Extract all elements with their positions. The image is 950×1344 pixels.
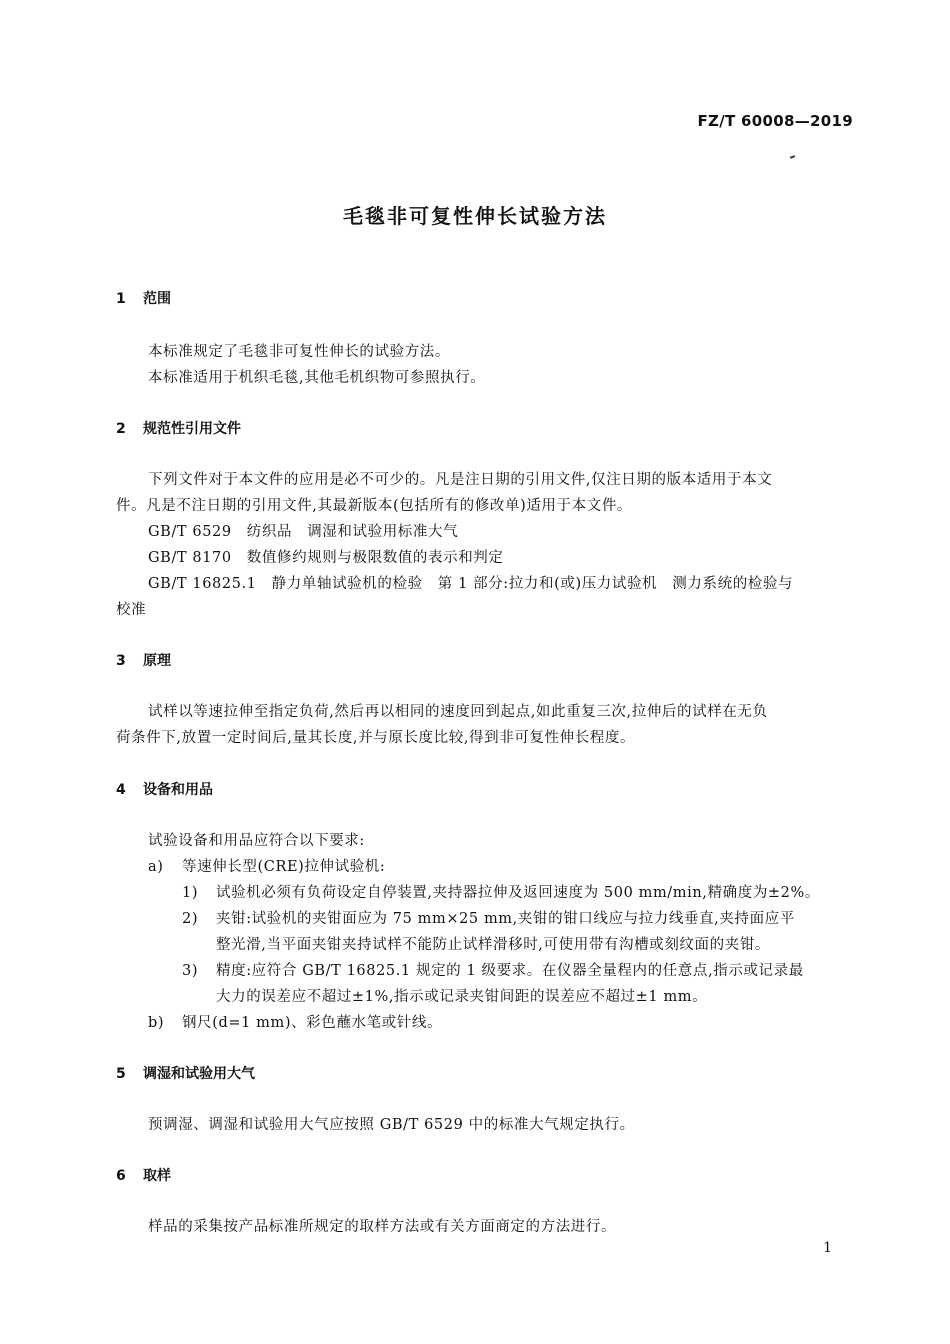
section-5-paragraph: 预调湿、调湿和试验用大气应按照 GB/T 6529 中的标准大气规定执行。 (148, 1117, 635, 1133)
section-title: 调湿和试验用大气 (143, 1066, 255, 1082)
list-marker: 3) (182, 963, 199, 979)
section-3-line-2: 荷条件下,放置一定时间后,量其长度,并与原长度比较,得到非可复性伸长程度。 (116, 730, 636, 746)
list-text: 钢尺(d=1 mm)、彩色蘸水笔或针线。 (182, 1015, 443, 1031)
list-item-3 (182, 959, 804, 980)
list-text: 试验机必须有负荷设定自停装置,夹持器拉伸及返回速度为 500 mm/min,精确度为±2%。 (216, 885, 820, 901)
section-6-paragraph: 样品的采集按产品标准所规定的取样方法或有关方面商定的方法进行。 (148, 1219, 617, 1235)
section-2-intro-line-2: 件。凡是不注日期的引用文件,其最新版本(包括所有的修改单)适用于本文件。 (116, 498, 633, 514)
list-item-1 (182, 881, 820, 902)
section-number: 6 (116, 1168, 126, 1184)
section-1-paragraph-2: 本标准适用于机织毛毯,其他毛机织物可参照执行。 (148, 370, 486, 386)
list-text: 等速伸长型(CRE)拉伸试验机: (182, 859, 386, 875)
page-number: 1 (823, 1240, 832, 1256)
section-2-heading (116, 418, 241, 438)
list-item-3-continuation: 大力的误差应不超过±1%,指示或记录夹钳间距的误差应不超过±1 mm。 (216, 989, 708, 1005)
section-6-heading (116, 1165, 171, 1185)
list-text: 夹钳:试验机的夹钳面应为 75 mm×25 mm,夹钳的钳口线应与拉力线垂直,夹持面应平 (216, 911, 795, 927)
reference-gbt8170: GB/T 8170 数值修约规则与极限数值的表示和判定 (148, 550, 504, 566)
list-marker: 1) (182, 885, 199, 901)
section-title: 规范性引用文件 (143, 421, 241, 437)
standard-number: FZ/T 60008—2019 (697, 112, 853, 130)
section-number: 2 (116, 421, 126, 437)
scan-mark (790, 155, 795, 159)
reference-gbt6529: GB/T 6529 纺织品 调湿和试验用标准大气 (148, 524, 459, 540)
list-item-2-continuation: 整光滑,当平面夹钳夹持试样不能防止试样滑移时,可使用带有沟槽或刻纹面的夹钳。 (216, 937, 771, 953)
section-5-heading (116, 1063, 255, 1083)
reference-gbt16825-line-1: GB/T 16825.1 静力单轴试验机的检验 第 1 部分:拉力和(或)压力试验机 测力系统的检验与 (148, 576, 794, 592)
section-number: 1 (116, 291, 126, 307)
list-marker: b) (148, 1015, 165, 1031)
list-text: 精度:应符合 GB/T 16825.1 规定的 1 级要求。在仪器全量程内的任意点,指示或记录最 (216, 963, 804, 979)
section-number: 3 (116, 653, 126, 669)
section-title: 取样 (143, 1168, 171, 1184)
list-item-a (148, 855, 385, 876)
section-4-intro: 试验设备和用品应符合以下要求: (148, 833, 365, 849)
section-title: 设备和用品 (143, 782, 213, 798)
section-3-heading (116, 650, 171, 670)
list-marker: 2) (182, 911, 199, 927)
section-3-line-1: 试样以等速拉伸至指定负荷,然后再以相同的速度回到起点,如此重复三次,拉伸后的试样在无负 (148, 704, 768, 720)
reference-gbt16825-line-2: 校准 (116, 602, 147, 618)
list-item-2 (182, 907, 795, 928)
section-4-heading (116, 779, 213, 799)
section-number: 5 (116, 1066, 126, 1082)
section-2-intro-line-1: 下列文件对于本文件的应用是必不可少的。凡是注日期的引用文件,仅注日期的版本适用于本文 (148, 472, 773, 488)
section-title: 范围 (143, 291, 171, 307)
section-title: 原理 (143, 653, 171, 669)
list-marker: a) (148, 859, 164, 875)
section-1-heading (116, 288, 171, 308)
list-item-b (148, 1011, 442, 1032)
document-title: 毛毯非可复性伸长试验方法 (343, 204, 607, 228)
section-1-paragraph-1: 本标准规定了毛毯非可复性伸长的试验方法。 (148, 344, 450, 360)
section-number: 4 (116, 782, 126, 798)
